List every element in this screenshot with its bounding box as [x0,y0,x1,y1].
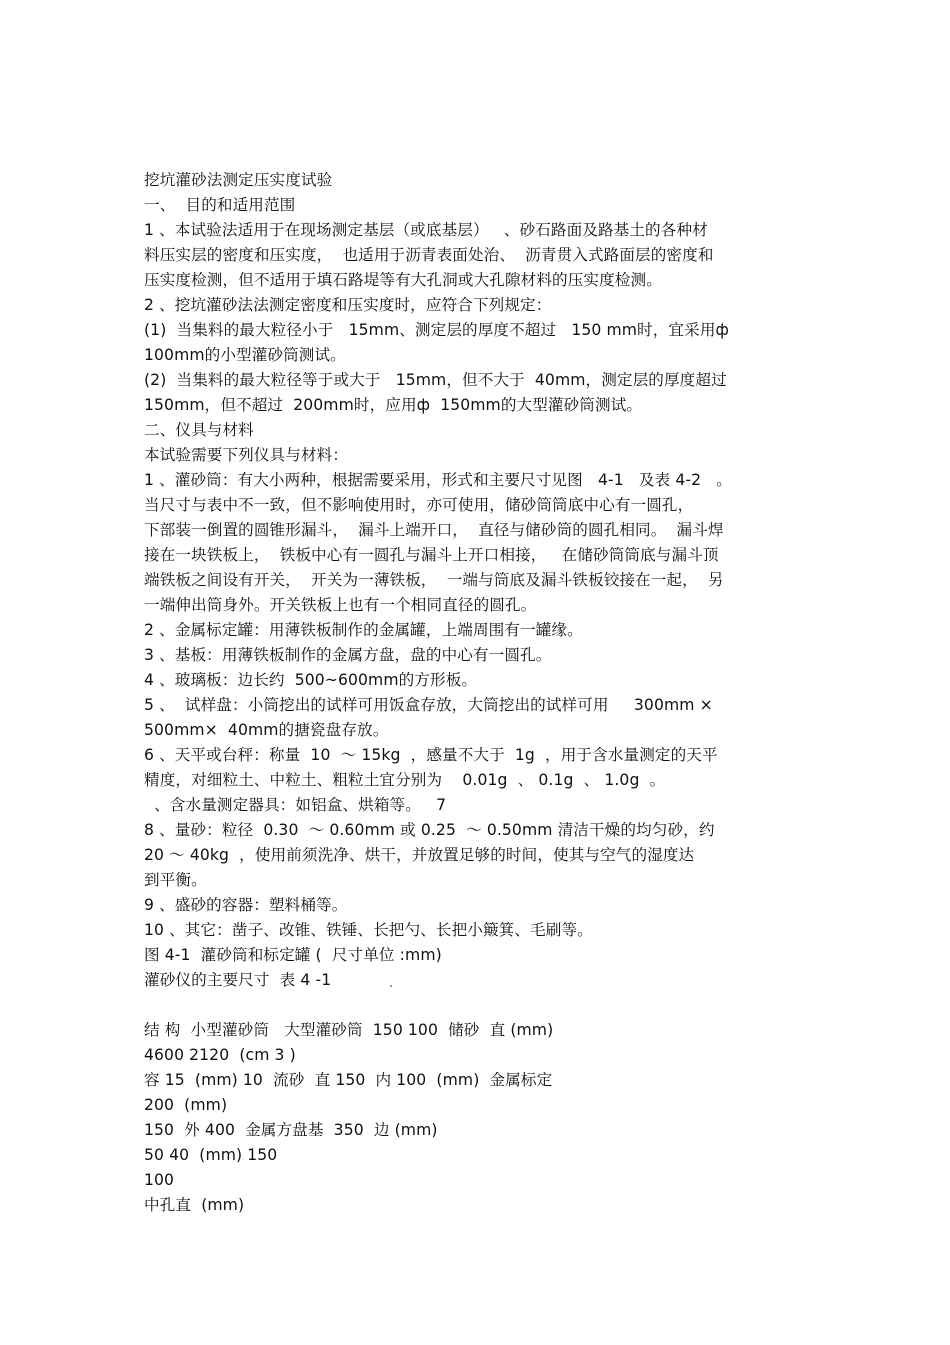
text-line: (2) 当集料的最大粒径等于或大于 15mm，但不大于 40mm，测定层的厚度超过 [144,371,727,389]
table-text-line: 中孔直 (mm) [144,1196,245,1214]
text-line: (1) 当集料的最大粒径小于 15mm、测定层的厚度不超过 150 mm时，宜采用ф [144,321,729,339]
text-line: 、含水量测定器具：如铝盒、烘箱等。 7 [144,796,447,814]
text-line: 当尺寸与表中不一致，但不影响使用时，亦可使用，储砂筒筒底中心有一圆孔， [144,496,694,514]
text-line: 精度，对细粒土、中粒土、粗粒土宜分别为 0.01g 、 0.1g 、 1.0g 。 [144,771,666,789]
text-line: 8 、量砂：粒径 0.30 ～ 0.60mm 或 0.25 ～ 0.50mm 清洁干燥的均匀砂，约 [144,821,715,839]
text-line: 20 ～ 40kg ，使用前须洗净、烘干，并放置足够的时间，使其与空气的湿度达 [144,846,695,864]
stray-dot [390,985,392,987]
text-line: 2 、挖坑灌砂法法测定密度和压实度时，应符合下列规定： [144,296,552,314]
text-line: 3 、基板：用薄铁板制作的金属方盘，盘的中心有一圆孔。 [144,646,552,664]
text-line: 1 、灌砂筒：有大小两种，根据需要采用，形式和主要尺寸见图 4-1 及表 4-2 。 [144,471,732,489]
text-line: 9 、盛砂的容器：塑料桶等。 [144,896,348,914]
document-title: 挖坑灌砂法测定压实度试验 [144,171,333,189]
text-line: 5 、 试样盘：小筒挖出的试样可用饭盒存放，大筒挖出的试样可用 300mm × [144,696,713,714]
text-line: 2 、金属标定罐：用薄铁板制作的金属罐，上端周围有一罐缘。 [144,621,583,639]
table-text-line: 结 构 小型灌砂筒 大型灌砂筒 150 100 储砂 直 (mm) [144,1021,554,1039]
text-line: 150mm，但不超过 200mm时，应用ф 150mm的大型灌砂筒测试。 [144,396,643,414]
text-line: 端铁板之间设有开关， 开关为一薄铁板， 一端与筒底及漏斗铁板铰接在一起， 另 [144,571,724,589]
text-line: 6 、天平或台秤：称量 10 ～ 15kg ，感量不大于 1g ，用于含水量测定的天平 [144,746,718,764]
text-line: 一端伸出筒身外。开关铁板上也有一个相同直径的圆孔。 [144,596,537,614]
text-line: 500mm× 40mm的搪瓷盘存放。 [144,721,389,739]
table-text-line: 容 15 (mm) 10 流砂 直 150 内 100 (mm) 金属标定 [144,1071,553,1089]
table-text-line: 4600 2120 (cm 3 ) [144,1046,296,1064]
section-heading: 二、仪具与材料 [144,421,254,439]
text-line: 4 、玻璃板：边长约 500~600mm的方形板。 [144,671,478,689]
section-heading: 一、 目的和适用范围 [144,196,296,214]
text-line: 下部装一倒置的圆锥形漏斗， 漏斗上端开口， 直径与储砂筒的圆孔相同。 漏斗焊 [144,521,724,539]
table-text-line: 150 外 400 金属方盘基 350 边 (mm) [144,1121,438,1139]
text-line: 料压实层的密度和压实度， 也适用于沥青表面处治、 沥青贯入式路面层的密度和 [144,246,714,264]
table-text-line: 100 [144,1171,175,1189]
text-line: 本试验需要下列仪具与材料： [144,446,349,464]
text-line: 1 、本试验法适用于在现场测定基层（或底基层） 、砂石路面及路基土的各种材 [144,221,708,239]
text-line: 接在一块铁板上， 铁板中心有一圆孔与漏斗上开口相接， 在储砂筒筒底与漏斗顶 [144,546,719,564]
text-line: 10 、其它：凿子、改锥、铁锤、长把勺、长把小簸箕、毛刷等。 [144,921,593,939]
text-line: 100mm的小型灌砂筒测试。 [144,346,346,364]
table-text-line: 200 (mm) [144,1096,228,1114]
text-line: 压实度检测，但不适用于填石路堤等有大孔洞或大孔隙材料的压实度检测。 [144,271,662,289]
text-line: 到平衡。 [144,871,207,889]
figure-caption: 图 4-1 灌砂筒和标定罐 ( 尺寸单位 :mm) [144,946,442,964]
table-text-line: 50 40 (mm) 150 [144,1146,278,1164]
table-caption: 灌砂仪的主要尺寸 表 4 -1 [144,971,332,989]
